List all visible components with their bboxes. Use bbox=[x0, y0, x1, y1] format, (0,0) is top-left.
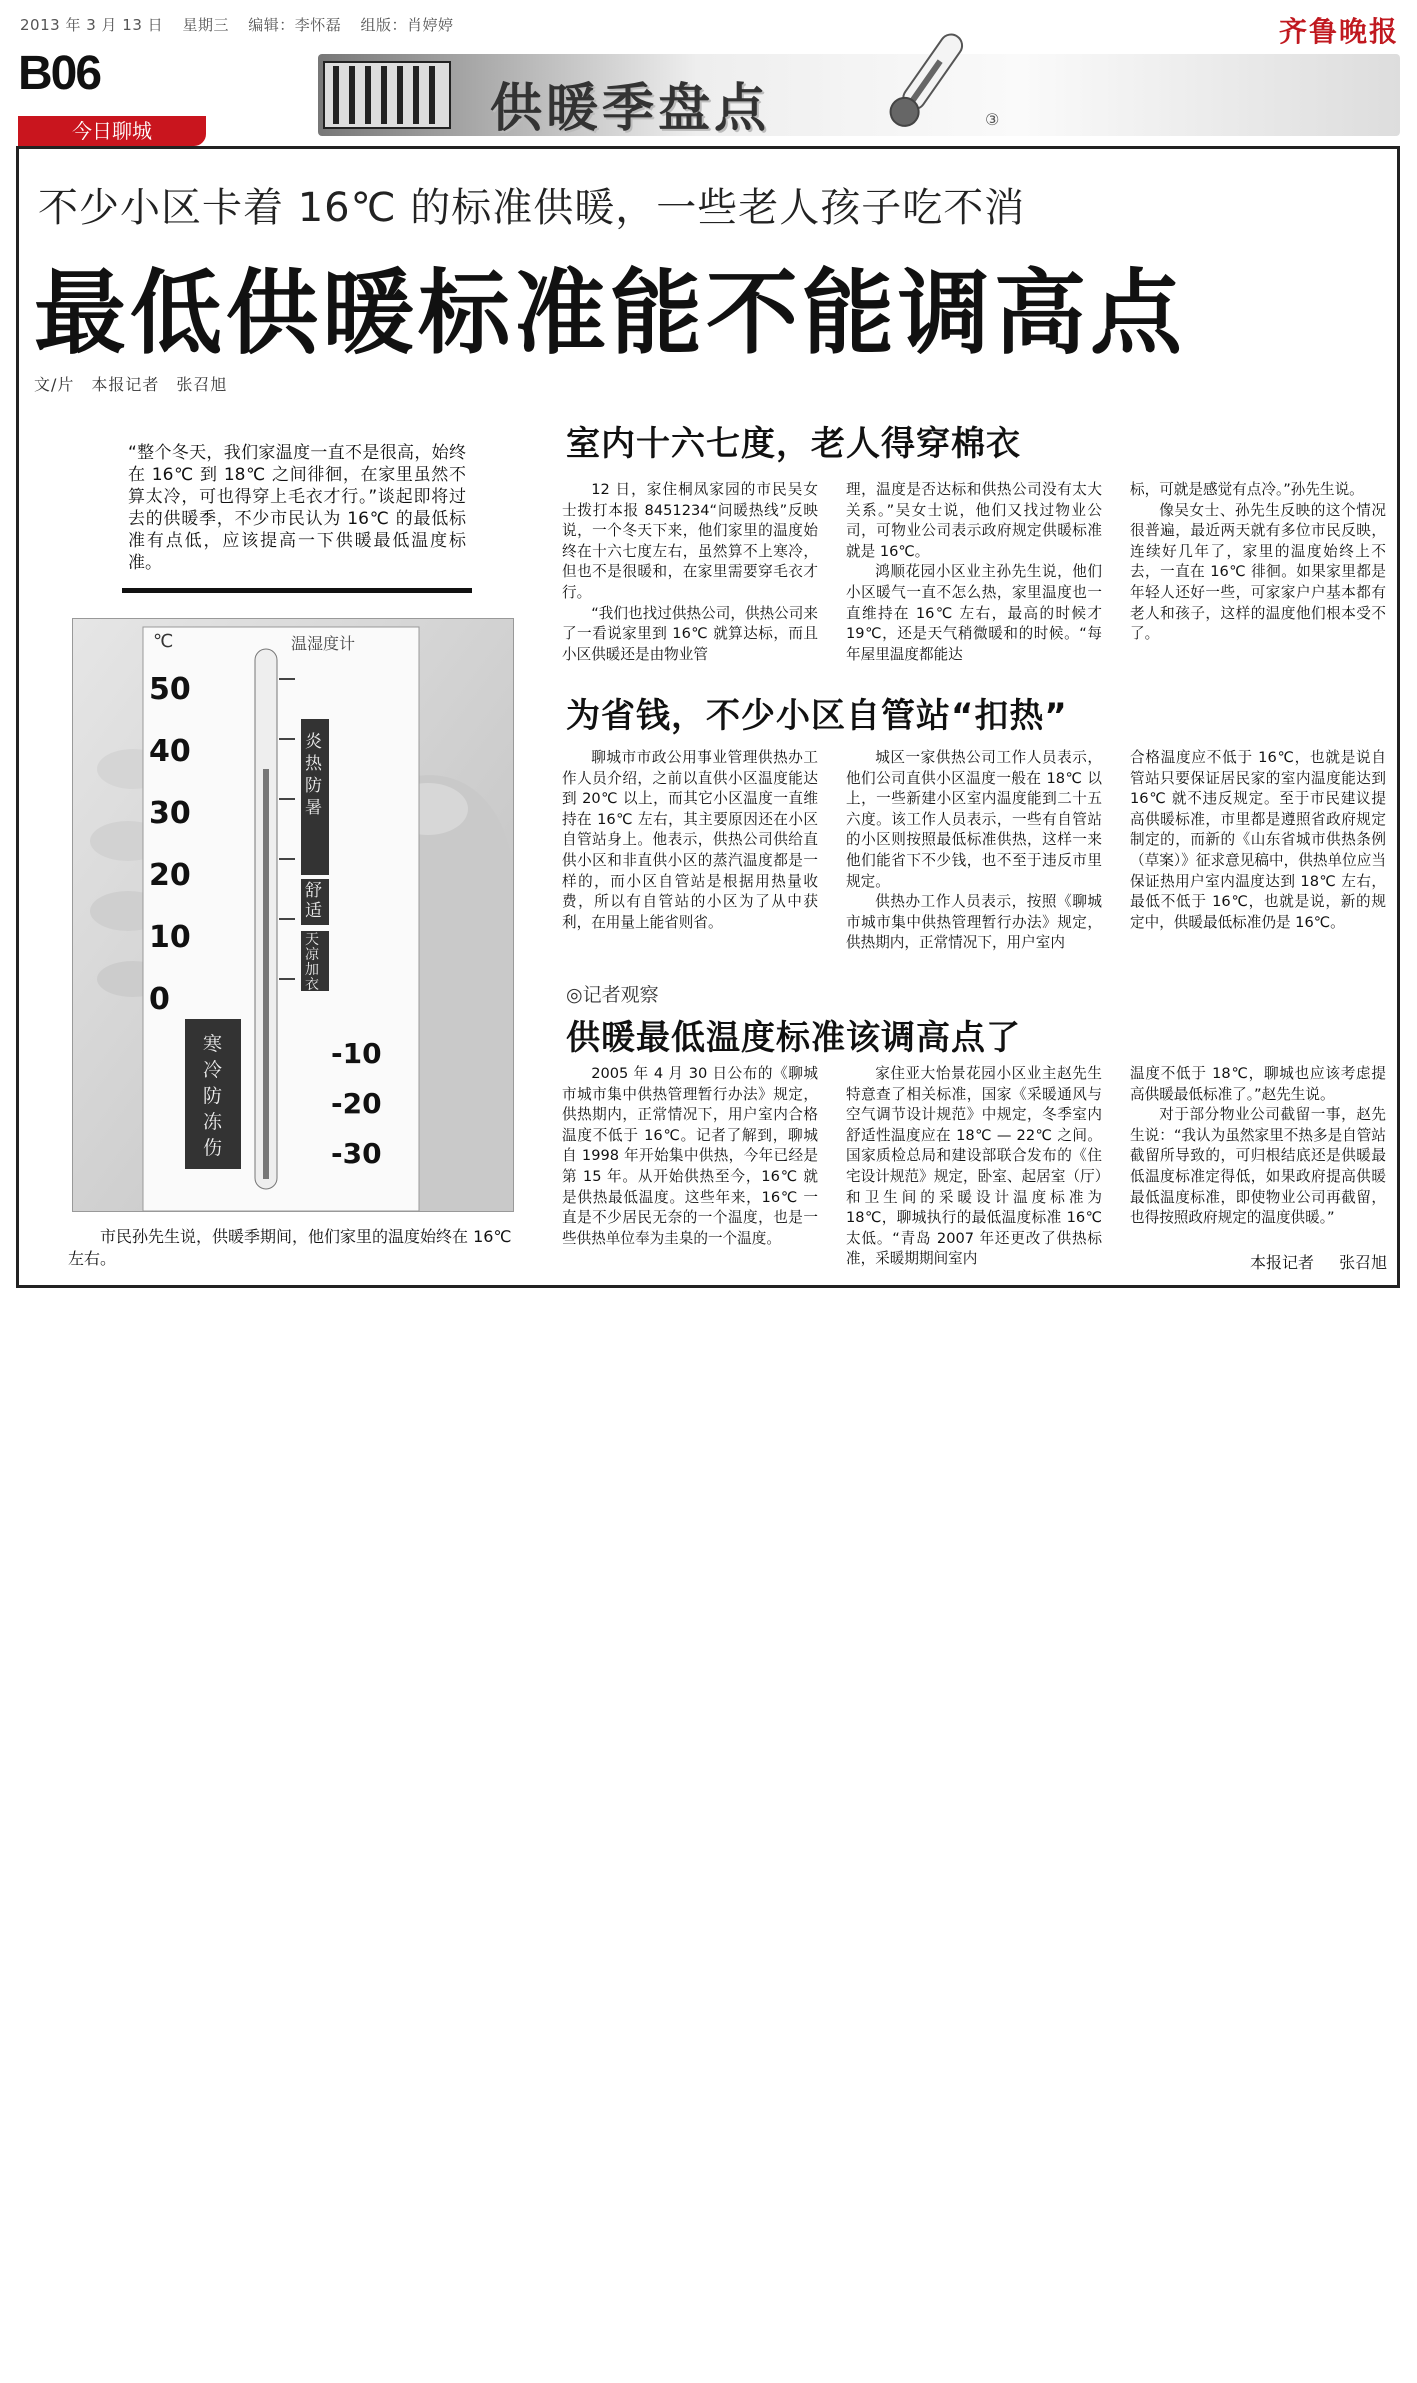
paragraph: 12 日，家住桐凤家园的市民吴女士拨打本报 8451234“问暖热线”反映说，一个冬天下来，他们家里的温度始终在十六七度左右，虽然算不上寒冷，但也不是很暖和，在家里需要穿毛衣才行。 bbox=[562, 481, 818, 601]
article-column bbox=[1130, 480, 1386, 645]
scale-label: 30 bbox=[149, 796, 191, 831]
paragraph: 理，温度是否达标和供热公司没有太大关系。”吴女士说，他们又找过物业公司，可物业公司表示政府规定供暖标准就是 16℃。 bbox=[846, 481, 1102, 560]
series-title: 供暖季盘点 bbox=[490, 79, 771, 139]
paragraph: 城区一家供热公司工作人员表示，他们公司直供小区温度一般在 18℃ 以上，一些新建小区室内温度能到二十五六度。该工作人员表示，一些有自管站的小区则按照最低标准供热，这样一来他们能省下不少钱，也不至于违反市里规定。 bbox=[846, 749, 1102, 890]
divider bbox=[122, 588, 472, 593]
scale-label: -20 bbox=[331, 1087, 382, 1120]
scale-label: 50 bbox=[149, 672, 191, 707]
scale-positive bbox=[149, 659, 191, 1031]
thermometer-illustration bbox=[73, 619, 513, 1211]
celsius-unit: ℃ bbox=[153, 631, 174, 652]
article-column bbox=[846, 1064, 1102, 1270]
page-number: B06 bbox=[18, 47, 101, 100]
paragraph: 2005 年 4 月 30 日公布的《聊城市城市集中供热管理暂行办法》规定，供热期内，正常情况下，用户室内合格温度不低于 16℃。记者了解到，聊城自 1998 年开始集中供热，今年已经是第 15 年。从开始供热至今，16℃ 就是供热最低温度。这些年来，16℃ 一直是不少居民无奈的一个温度，也是一些供热单位奉为圭臬的一个温度。 bbox=[562, 1065, 818, 1247]
newspaper-logo: 齐鲁晚报 bbox=[1278, 15, 1399, 48]
paragraph: 家住亚大怡景花园小区业主赵先生特意查了相关标准，国家《采暖通风与空气调节设计规范》中规定，冬季室内舒适性温度应在 18℃ — 22℃ 之间。国家质检总局和建设部联合发布的《住宅设计规范》规定，卧室、起居室（厅）和卫生间的采暖设计温度标准为 18℃，聊城执行的最低温度标准 16℃ 太低。“青岛 2007 年还更改了供热标准，采暖期期间室内 bbox=[846, 1065, 1102, 1268]
zone-cool: 天凉加衣 bbox=[305, 932, 319, 993]
section-heading: 室内十六七度，老人得穿棉衣 bbox=[566, 424, 1021, 464]
thermometer-photo bbox=[72, 618, 514, 1212]
scale-label: -30 bbox=[331, 1137, 382, 1170]
zone-comfort: 舒适 bbox=[305, 881, 322, 921]
reporter-signoff bbox=[1250, 1250, 1387, 1273]
issue-editor: 编辑：李怀磊 bbox=[248, 16, 342, 34]
scale-label: 10 bbox=[149, 920, 191, 955]
scale-label: -10 bbox=[331, 1037, 382, 1070]
zone-hot: 炎热防暑 bbox=[305, 732, 322, 818]
paragraph: 聊城市市政公用事业管理供热办工作人员介绍，之前以直供小区温度能达到 20℃ 以上，而其它小区温度一直维持在 16℃ 左右，其主要原因还在小区自管站身上。他表示，供热公司供给直供小区和非直供小区的蒸汽温度都是一样的，而小区自管站是根据用热量收费，所以有自管站的小区为了从中获利，在用量上能省则省。 bbox=[562, 749, 818, 931]
article-column bbox=[562, 748, 818, 933]
signoff-role: 本报记者 bbox=[1250, 1253, 1315, 1272]
scale-label: 0 bbox=[149, 982, 170, 1017]
article-column bbox=[562, 1064, 818, 1249]
paragraph: 像吴女士、孙先生反映的这个情况很普遍，最近两天就有多位市民反映，连续好几年了，家里的温度始终上不去，一直在 16℃ 徘徊。如果家里都是年轻人还好一些，可家家户户基本都有老人和孩子，这样的温度他们根本受不了。 bbox=[1130, 501, 1386, 643]
paragraph: 鸿顺花园小区业主孙先生说，他们小区暖气一直不怎么热，家里温度也一直维持在 16℃ 左右，最高的时候才 19℃，还是天气稍微暖和的时候。“每年屋里温度都能达 bbox=[846, 563, 1102, 663]
article-column bbox=[1130, 748, 1386, 933]
paragraph: 供热办工作人员表示，按照《聊城市城市集中供热管理暂行办法》规定，供热期内，正常情况下，用户室内 bbox=[846, 893, 1102, 952]
scale-negative bbox=[331, 1029, 382, 1179]
article-headline: 最低供暖标准能不能调高点 bbox=[34, 260, 1187, 367]
article-subtitle: 不少小区卡着 16℃ 的标准供暖，一些老人孩子吃不消 bbox=[38, 185, 1026, 231]
series-banner bbox=[318, 54, 1400, 136]
observation-label: ◎记者观察 bbox=[566, 984, 659, 1006]
thermometer-title: 温湿度计 bbox=[291, 634, 356, 653]
zone-cold: 寒冷防冻伤 bbox=[203, 1033, 223, 1159]
article-column bbox=[1130, 1064, 1386, 1229]
paragraph: “我们也找过供热公司，供热公司来了一看说家里到 16℃ 就算达标，而且小区供暖还是由物业管 bbox=[562, 604, 818, 663]
issue-meta bbox=[20, 14, 468, 35]
paragraph: 标，可就是感觉有点冷。”孙先生说。 bbox=[1130, 481, 1364, 498]
scale-label: 20 bbox=[149, 858, 191, 893]
thermometer-icon bbox=[870, 26, 980, 136]
article-column bbox=[846, 748, 1102, 954]
series-index: ③ bbox=[985, 110, 1000, 129]
issue-weekday: 星期三 bbox=[182, 16, 229, 34]
section-heading: 为省钱，不少小区自管站“扣热” bbox=[566, 696, 1068, 736]
section-tag: 今日聊城 bbox=[18, 116, 206, 146]
signoff-name: 张召旭 bbox=[1339, 1253, 1388, 1272]
issue-date: 2013 年 3 月 13 日 bbox=[20, 16, 164, 34]
article-column bbox=[846, 480, 1102, 665]
pull-quote: “整个冬天，我们家温度一直不是很高，始终在 16℃ 到 18℃ 之间徘徊，在家里虽然不算太冷，可也得穿上毛衣才行。”谈起即将过去的供暖季，不少市民认为 16℃ 的最低标准有点低，应该提高一下供暖最低温度标准。 bbox=[128, 443, 466, 573]
paragraph: 对于部分物业公司截留一事，赵先生说：“我认为虽然家里不热多是自管站截留所导致的，可归根结底还是供暖最低温度标准定得低，如果政府提高供暖最低温度标准，即使物业公司再截留，也得按照政府规定的温度供暖。” bbox=[1130, 1106, 1386, 1227]
byline: 文/片 本报记者 张召旭 bbox=[34, 375, 228, 394]
photo-caption: 市民孙先生说，供暖季期间，他们家里的温度始终在 16℃ 左右。 bbox=[68, 1227, 512, 1268]
issue-layout: 组版：肖婷婷 bbox=[360, 16, 454, 34]
article-column bbox=[562, 480, 818, 665]
paragraph: 温度不低于 18℃，聊城也应该考虑提高供暖最低标准了。”赵先生说。 bbox=[1130, 1065, 1386, 1103]
section-heading: 供暖最低温度标准该调高点了 bbox=[566, 1018, 1021, 1058]
paragraph: 合格温度应不低于 16℃，也就是说自管站只要保证居民家的室内温度能达到 16℃ 就不违反规定。至于市民建议提高供暖标准，市里都是遵照省政府规定制定的，而新的《山东省城市供热条例（草案）》征求意见稿中，供热单位应当保证热用户室内温度达到 18℃ 左右，最低不低于 16℃，也就是说，新的规定中，供暖最低标准仍是 16℃。 bbox=[1130, 749, 1386, 931]
radiator-icon bbox=[322, 58, 452, 132]
scale-label: 40 bbox=[149, 734, 191, 769]
